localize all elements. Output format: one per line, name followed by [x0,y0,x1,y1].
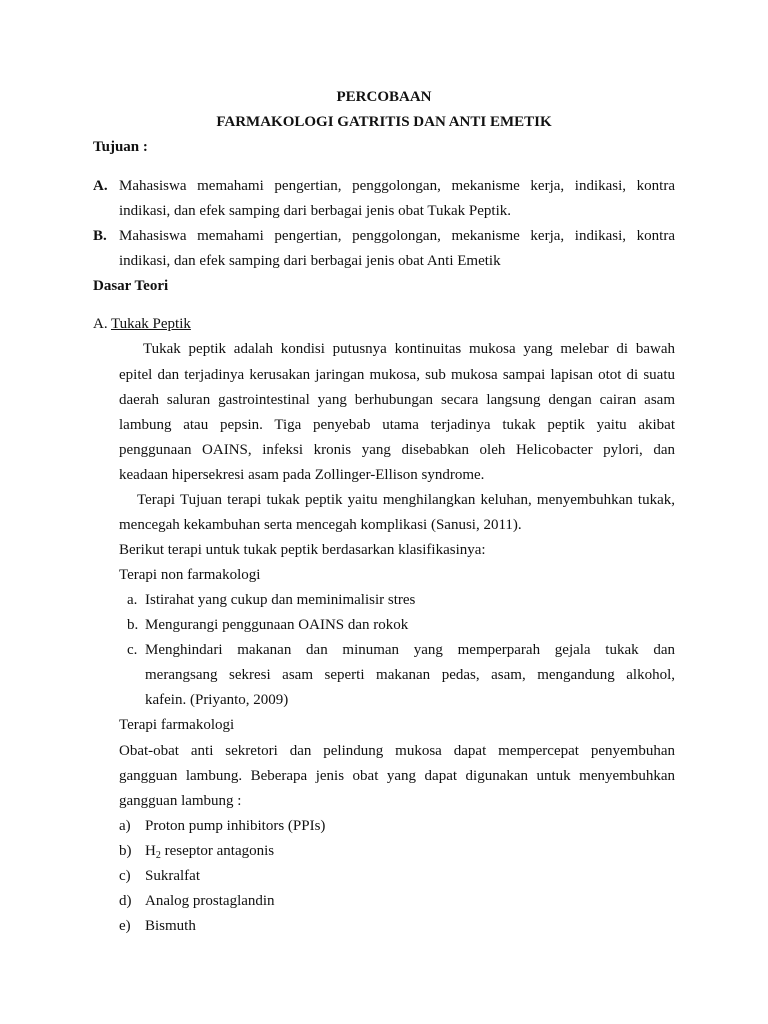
obat-item-b [145,843,274,860]
farmakologi-para-line3: gangguan lambung : [119,793,242,809]
obat-item-d-marker: d) [119,893,132,909]
section-a-marker: A. [93,316,108,332]
obat-item-e-marker: e) [119,918,131,934]
para1-line2: epitel dan terjadinya kerusakan jaringan mukosa, sub mukosa sampai lapisan otot di suatu [119,367,675,383]
obat-item-b-text: reseptor antagonis [160,843,275,859]
tujuan-item-b-line2: indikasi, dan efek samping dari berbagai jenis obat Anti Emetik [119,253,501,269]
obat-item-e: Bismuth [145,918,196,934]
para1-line1: Tukak peptik adalah kondisi putusnya kontinuitas mukosa yang melebar di bawah [143,341,675,357]
non-farmakologi-item-c-marker: c. [127,642,138,658]
non-farmakologi-item-b-marker: b. [127,617,139,633]
para1-line3: daerah saluran gastrointestinal yang berhubungan secara langsung dengan cairan asam [119,392,675,408]
obat-item-d: Analog prostaglandin [145,893,275,909]
farmakologi-heading: Terapi farmakologi [119,717,235,733]
para1-line4: lambung atau pepsin. Tiga penyebab utama terjadinya tukak peptik yaitu akibat [119,417,675,433]
farmakologi-para-line1: Obat-obat anti sekretori dan pelindung mukosa dapat mempercepat penyembuhan [119,743,675,759]
obat-item-b-subscript: 2 [155,850,161,861]
para1-line5: penggunaan OAINS, infeksi kronis yang disebabkan oleh Helicobacter pylori, dan [119,442,675,458]
tujuan-item-a-line1: Mahasiswa memahami pengertian, penggolongan, mekanisme kerja, indikasi, kontra [119,178,675,194]
obat-item-b-marker: b) [119,843,132,859]
non-farmakologi-item-c-line1: Menghindari makanan dan minuman yang memperparah gejala tukak dan [145,642,675,658]
non-farmakologi-item-a: Istirahat yang cukup dan meminimalisir stres [145,592,416,608]
tujuan-heading: Tujuan : [93,139,148,155]
tujuan-item-a-marker: A. [93,178,108,194]
para2-line1: Terapi Tujuan terapi tukak peptik yaitu menghilangkan keluhan, menyembuhkan tukak, [137,492,675,508]
non-farmakologi-item-b: Mengurangi penggunaan OAINS dan rokok [145,617,409,633]
obat-item-a: Proton pump inhibitors (PPIs) [145,818,326,834]
farmakologi-para-line2: gangguan lambung. Beberapa jenis obat yang dapat digunakan untuk menyembuhkan [119,768,675,784]
non-farmakologi-item-c-line2: merangsang sekresi asam seperti makanan pedas, asam, mengandung alkohol, [145,667,675,683]
obat-item-a-marker: a) [119,818,131,834]
non-farmakologi-heading: Terapi non farmakologi [119,567,261,583]
tujuan-item-a-line2: indikasi, dan efek samping dari berbagai jenis obat Tukak Peptik. [119,203,512,219]
obat-item-c: Sukralfat [145,868,200,884]
para1-line6: keadaan hipersekresi asam pada Zollinger-Ellison syndrome. [119,467,485,483]
non-farmakologi-item-a-marker: a. [127,592,138,608]
para2-line2: mencegah kekambuhan serta mencegah komplikasi (Sanusi, 2011). [119,517,522,533]
intro-terapi: Berikut terapi untuk tukak peptik berdasarkan klasifikasinya: [119,542,486,558]
tujuan-item-b-line1: Mahasiswa memahami pengertian, penggolongan, mekanisme kerja, indikasi, kontra [119,228,675,244]
obat-item-c-marker: c) [119,868,131,884]
tujuan-item-b-marker: B. [93,228,107,244]
section-a-title: Tukak Peptik [111,316,191,332]
obat-item-b-prefix: H [145,843,156,859]
doc-title-line2: FARMAKOLOGI GATRITIS DAN ANTI EMETIK [216,114,552,130]
doc-title-line1: PERCOBAAN [336,89,432,105]
dasar-teori-heading: Dasar Teori [93,278,169,294]
non-farmakologi-item-c-line3: kafein. (Priyanto, 2009) [145,692,289,708]
